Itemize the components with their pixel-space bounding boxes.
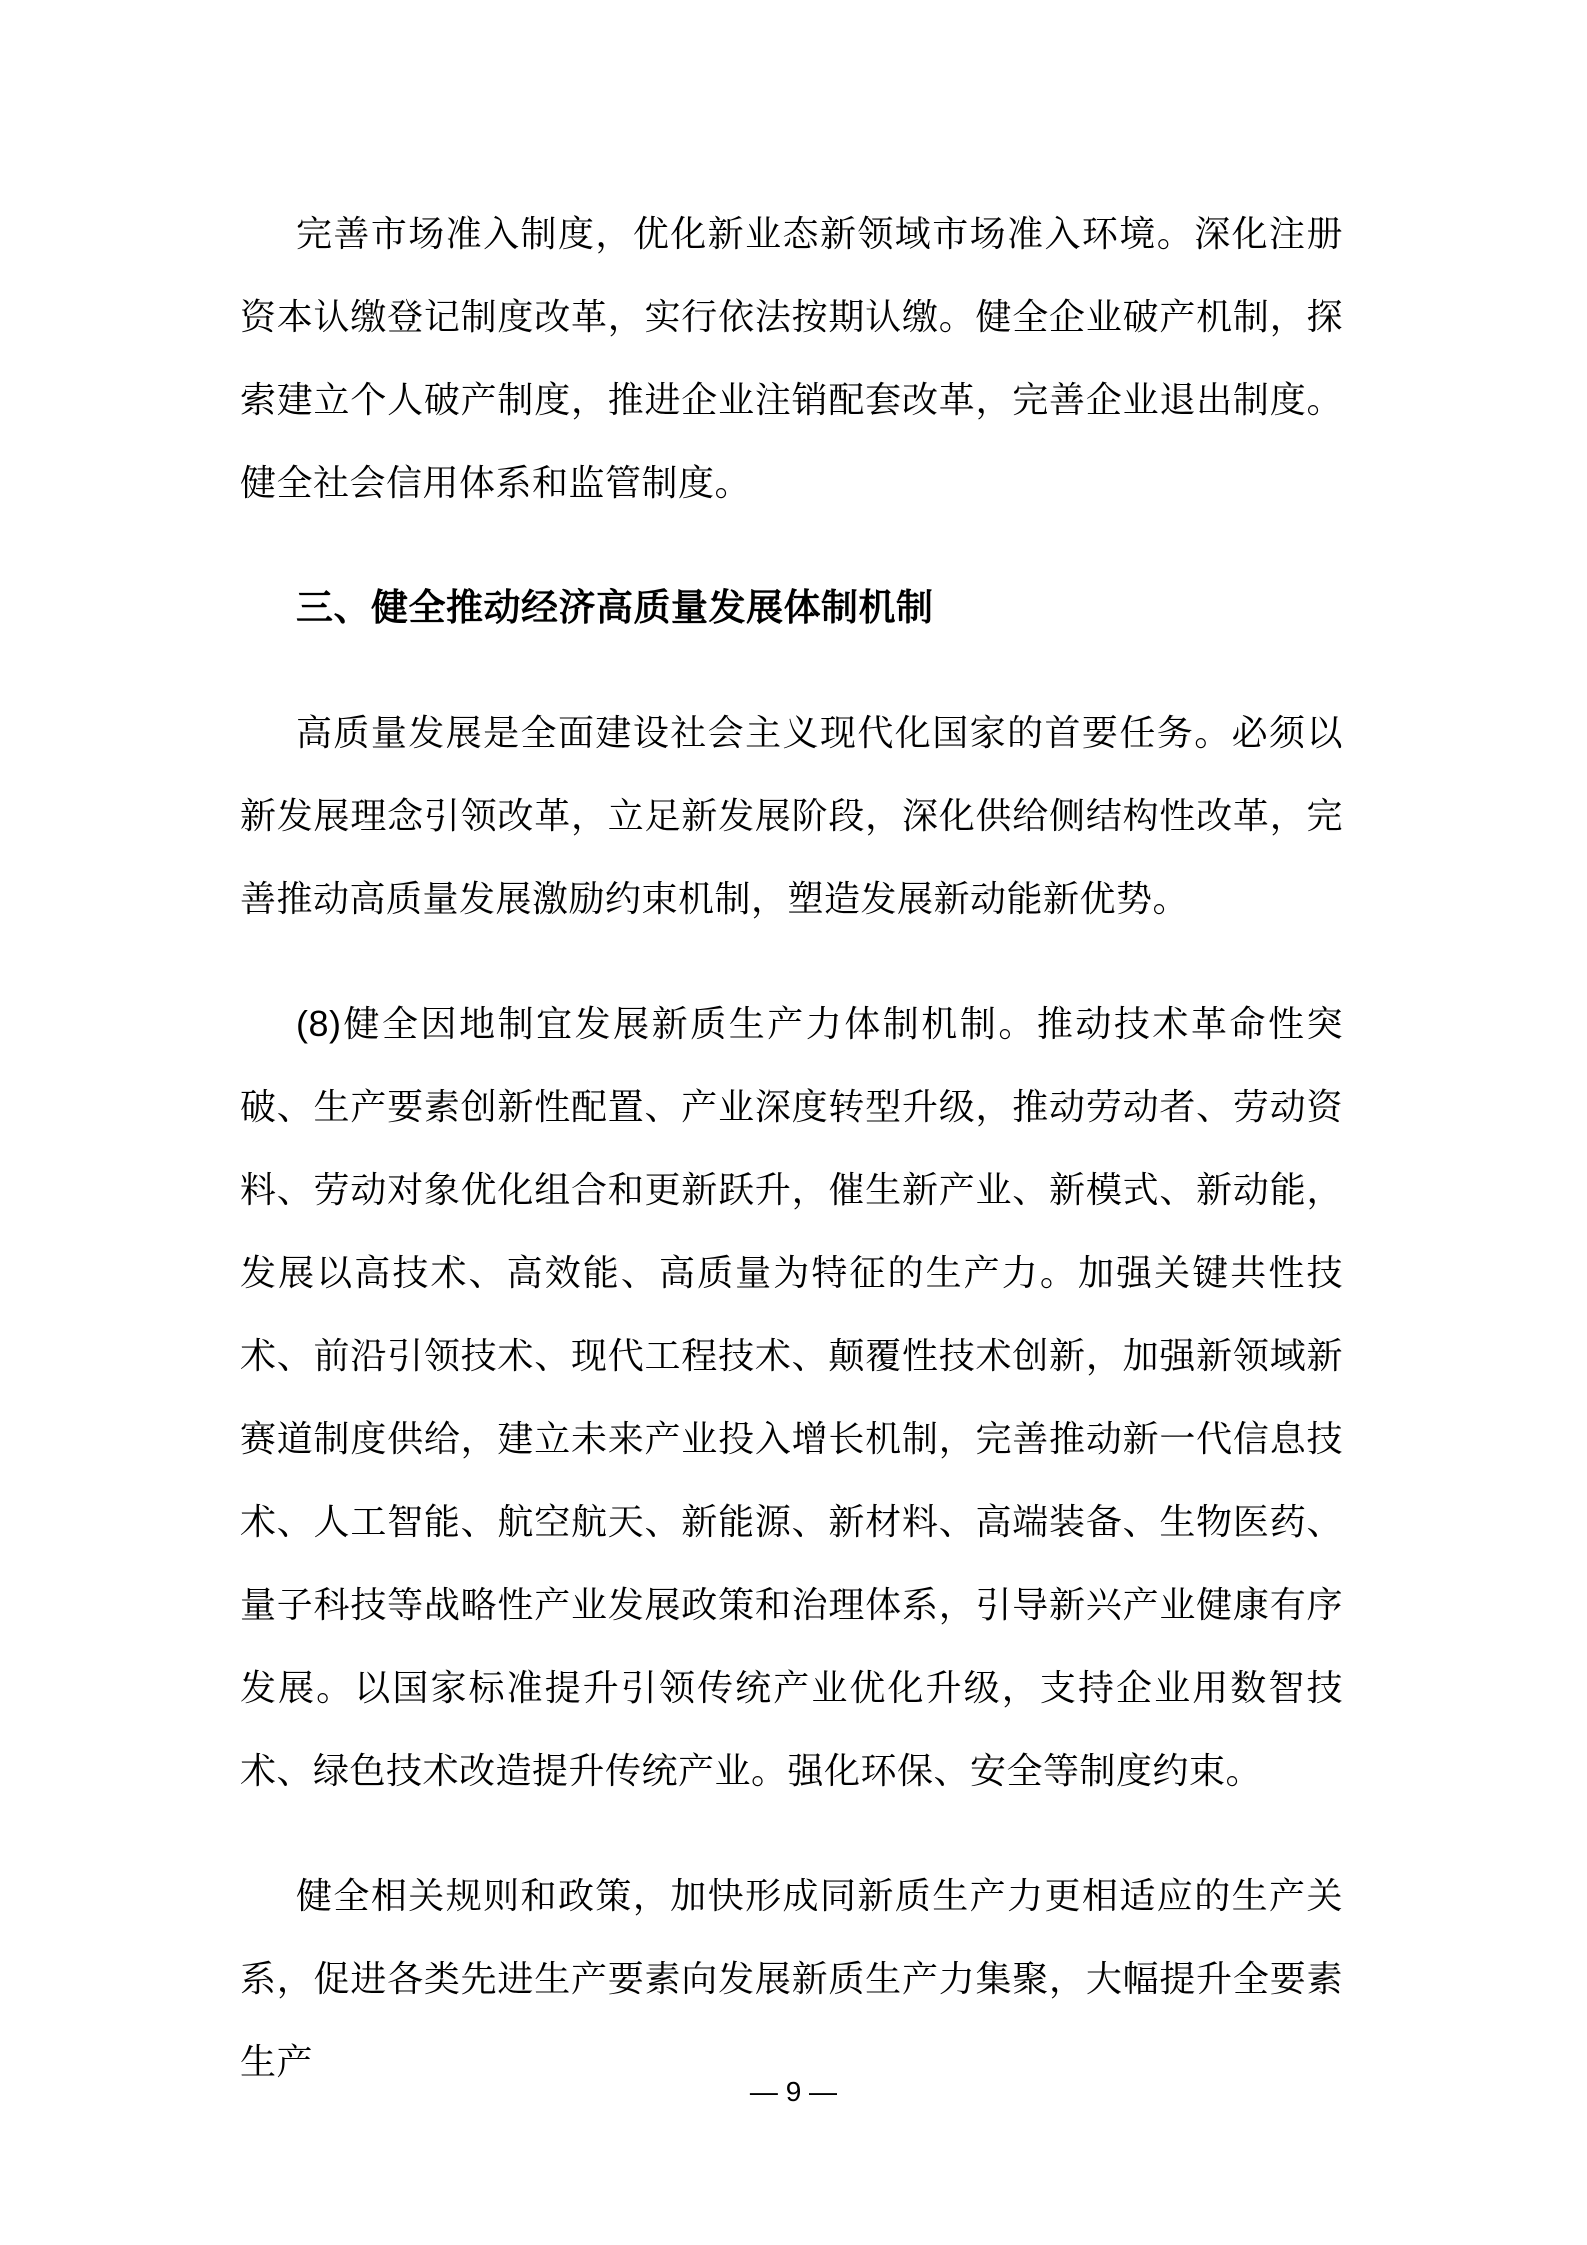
section-heading: 三、健全推动经济高质量发展体制机制 [296,587,934,628]
body-paragraph-3: (8)健全因地制宜发展新质生产力体制机制。推动技术革命性突破、生产要素创新性配置、产业深度转型升级，推动劳动者、劳动资料、劳动对象优化组合和更新跃升，催生新产业、新模式、新动能，发展以高技术、高效能、高质量为特征的生产力。加强关键共性技术、前沿引领技术、现代工程技术、颠覆性技术创新，加强新领域新赛道制度供给，建立未来产业投入增长机制，完善推动新一代信息技术、人工智能、航空航天、新能源、新材料、高端装备、生物医药、量子科技等战略性产业发展政策和治理体系，引导新兴产业健康有序发展。以国家标准提升引领传统产业优化升级，支持企业用数智技术、绿色技术改造提升传统产业。强化环保、安全等制度约束。 [240,1003,1343,1791]
page-number: — 9 — [749,2076,838,2107]
page-body [240,192,1343,2145]
body-paragraph-1: 完善市场准入制度，优化新业态新领域市场准入环境。深化注册资本认缴登记制度改革，实行依法按期认缴。健全企业破产机制，探索建立个人破产制度，推进企业注销配套改革，完善企业退出制度。健全社会信用体系和监管制度。 [240,213,1343,503]
body-paragraph-2: 高质量发展是全面建设社会主义现代化国家的首要任务。必须以新发展理念引领改革，立足新发展阶段，深化供给侧结构性改革，完善推动高质量发展激励约束机制，塑造发展新动能新优势。 [240,712,1343,919]
body-paragraph-4: 健全相关规则和政策，加快形成同新质生产力更相适应的生产关系，促进各类先进生产要素向发展新质生产力集聚，大幅提升全要素生产 [240,1875,1343,2082]
